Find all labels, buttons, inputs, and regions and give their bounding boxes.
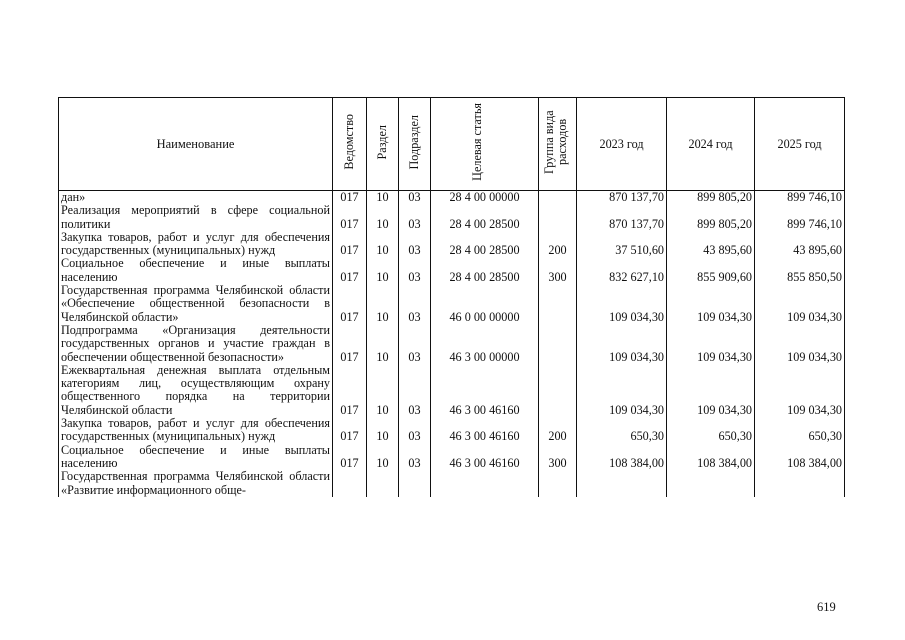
cell-cel: 46 3 00 46160 (431, 417, 539, 444)
cell-grp (539, 191, 577, 205)
cell-name: Социальное обеспечение и иные выплаты населению (59, 444, 333, 471)
budget-table (58, 97, 845, 497)
cell-ved: 017 (333, 444, 367, 471)
cell-razd: 10 (367, 417, 399, 444)
cell-ved: 017 (333, 231, 367, 258)
cell-cel: 46 3 00 46160 (431, 364, 539, 417)
cell-v2025: 108 384,00 (755, 444, 845, 471)
table-row (59, 204, 845, 231)
cell-grp: 300 (539, 257, 577, 284)
cell-name: дан» (59, 191, 333, 205)
cell-v2024: 109 034,30 (667, 284, 755, 324)
header-razdel: Раздел (367, 98, 399, 191)
cell-v2025: 109 034,30 (755, 364, 845, 417)
table-row (59, 470, 845, 497)
cell-razd: 10 (367, 364, 399, 417)
cell-name: Закупка товаров, работ и услуг для обеспечения государственных (муниципальных) нужд (59, 417, 333, 444)
cell-ved: 017 (333, 257, 367, 284)
cell-podr (399, 470, 431, 497)
table-row (59, 191, 845, 205)
cell-cel: 28 4 00 28500 (431, 231, 539, 258)
cell-cel: 28 4 00 28500 (431, 257, 539, 284)
header-name: Наименование (59, 98, 333, 191)
cell-ved: 017 (333, 191, 367, 205)
cell-ved: 017 (333, 364, 367, 417)
cell-ved: 017 (333, 417, 367, 444)
cell-v2025: 109 034,30 (755, 324, 845, 364)
cell-v2023: 832 627,10 (577, 257, 667, 284)
cell-v2024 (667, 470, 755, 497)
cell-podr: 03 (399, 284, 431, 324)
header-2023: 2023 год (577, 98, 667, 191)
cell-ved: 017 (333, 284, 367, 324)
cell-name: Реализация мероприятий в сфере социальной политики (59, 204, 333, 231)
cell-v2024: 855 909,60 (667, 257, 755, 284)
cell-name: Закупка товаров, работ и услуг для обеспечения государственных (муниципальных) нужд (59, 231, 333, 258)
cell-v2024: 109 034,30 (667, 364, 755, 417)
table-row (59, 444, 845, 471)
table-row (59, 324, 845, 364)
cell-cel: 46 3 00 46160 (431, 444, 539, 471)
cell-podr: 03 (399, 231, 431, 258)
header-gruppa: Группа вида расходов (539, 98, 577, 191)
cell-razd (367, 470, 399, 497)
cell-v2023: 870 137,70 (577, 204, 667, 231)
header-vedomstvo: Ведомство (333, 98, 367, 191)
cell-v2025: 43 895,60 (755, 231, 845, 258)
cell-razd: 10 (367, 324, 399, 364)
cell-v2023: 109 034,30 (577, 364, 667, 417)
page-number: 619 (817, 600, 836, 614)
cell-podr: 03 (399, 364, 431, 417)
cell-cel: 28 4 00 28500 (431, 204, 539, 231)
cell-name: Подпрограмма «Организация деятельности государственных органов и участие граждан в обеспечении общественной безопасности» (59, 324, 333, 364)
cell-v2023: 109 034,30 (577, 284, 667, 324)
cell-grp (539, 364, 577, 417)
cell-razd: 10 (367, 257, 399, 284)
cell-ved: 017 (333, 324, 367, 364)
cell-razd: 10 (367, 231, 399, 258)
table-header-row (59, 98, 845, 191)
cell-v2025: 899 746,10 (755, 204, 845, 231)
cell-grp (539, 284, 577, 324)
cell-v2023: 109 034,30 (577, 324, 667, 364)
cell-v2025 (755, 470, 845, 497)
cell-v2024: 650,30 (667, 417, 755, 444)
cell-podr: 03 (399, 417, 431, 444)
cell-name: Государственная программа Челябинской области «Обеспечение общественной безопасности в Челябинской области» (59, 284, 333, 324)
cell-razd: 10 (367, 204, 399, 231)
cell-razd: 10 (367, 444, 399, 471)
cell-cel: 46 3 00 00000 (431, 324, 539, 364)
cell-v2024: 109 034,30 (667, 324, 755, 364)
cell-podr: 03 (399, 191, 431, 205)
cell-cel: 46 0 00 00000 (431, 284, 539, 324)
cell-podr: 03 (399, 257, 431, 284)
cell-ved (333, 470, 367, 497)
cell-v2025: 109 034,30 (755, 284, 845, 324)
cell-podr: 03 (399, 444, 431, 471)
cell-name: Социальное обеспечение и иные выплаты населению (59, 257, 333, 284)
cell-cel: 28 4 00 00000 (431, 191, 539, 205)
cell-grp: 200 (539, 231, 577, 258)
table-row (59, 284, 845, 324)
cell-v2024: 108 384,00 (667, 444, 755, 471)
cell-ved: 017 (333, 204, 367, 231)
cell-v2023: 650,30 (577, 417, 667, 444)
table-row (59, 257, 845, 284)
header-celevaya: Целевая статья (431, 98, 539, 191)
cell-podr: 03 (399, 324, 431, 364)
cell-v2023: 108 384,00 (577, 444, 667, 471)
cell-podr: 03 (399, 204, 431, 231)
table-row (59, 231, 845, 258)
table-row (59, 417, 845, 444)
cell-v2025: 899 746,10 (755, 191, 845, 205)
cell-v2025: 650,30 (755, 417, 845, 444)
cell-grp: 200 (539, 417, 577, 444)
cell-v2024: 899 805,20 (667, 204, 755, 231)
cell-v2023 (577, 470, 667, 497)
cell-v2023: 870 137,70 (577, 191, 667, 205)
cell-name: Государственная программа Челябинской области «Развитие информационного обще- (59, 470, 333, 497)
cell-grp (539, 204, 577, 231)
header-2025: 2025 год (755, 98, 845, 191)
cell-grp (539, 324, 577, 364)
cell-razd: 10 (367, 284, 399, 324)
cell-grp: 300 (539, 444, 577, 471)
cell-razd: 10 (367, 191, 399, 205)
cell-v2025: 855 850,50 (755, 257, 845, 284)
table-row (59, 364, 845, 417)
header-podrazdel: Подраздел (399, 98, 431, 191)
cell-cel (431, 470, 539, 497)
cell-name: Ежеквартальная денежная выплата отдельным категориям лиц, осуществляющим охрану общественного порядка на территории Челябинской области (59, 364, 333, 417)
cell-v2023: 37 510,60 (577, 231, 667, 258)
cell-v2024: 43 895,60 (667, 231, 755, 258)
cell-v2024: 899 805,20 (667, 191, 755, 205)
header-2024: 2024 год (667, 98, 755, 191)
cell-grp (539, 470, 577, 497)
